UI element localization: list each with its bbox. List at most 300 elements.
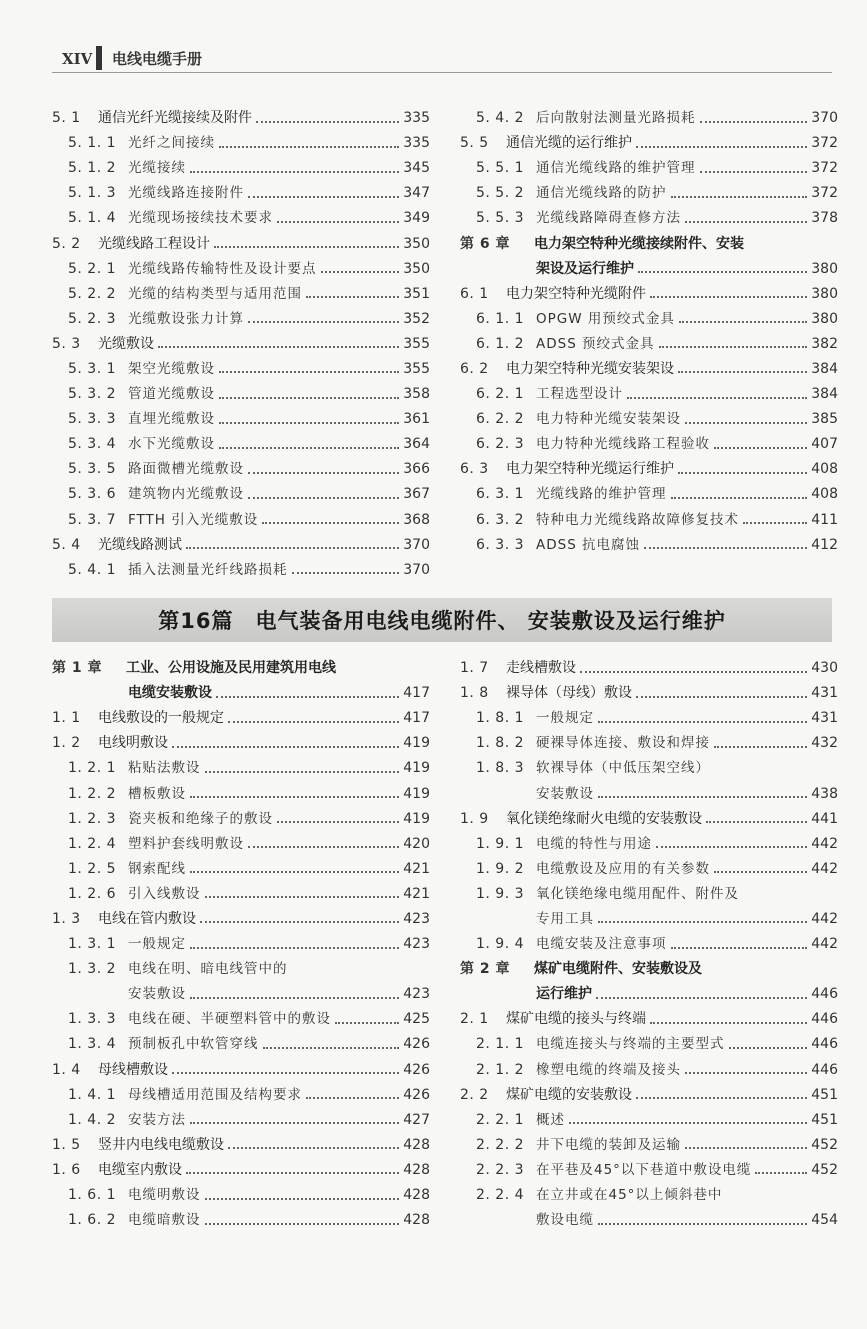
toc-entry-title: 电力架空特种光缆接续附件、安装 — [534, 235, 744, 252]
toc-entry-number: 1. 4. 1 — [68, 1086, 117, 1103]
toc-entry[interactable] — [52, 231, 430, 256]
toc-entry-title: 电线在明、暗电线管中的 — [128, 961, 288, 978]
toc-entry-page: 364 — [403, 436, 430, 453]
toc-dot-leader — [706, 821, 807, 823]
toc-entry-page: 411 — [811, 511, 838, 528]
toc-entry[interactable] — [52, 1007, 430, 1032]
toc-entry-number: 2. 2. 2 — [476, 1136, 525, 1153]
toc-dot-leader — [219, 397, 399, 399]
toc-entry-title: 氧化镁绝缘电缆用配件、附件及 — [536, 885, 739, 902]
toc-dot-leader — [685, 422, 807, 424]
toc-entry-number: 1. 3. 1 — [68, 936, 117, 953]
toc-entry-page: 352 — [403, 310, 430, 327]
toc-entry[interactable] — [460, 508, 838, 533]
toc-entry-title: 煤矿电缆的安装敷设 — [506, 1086, 632, 1103]
toc-entry-title: 运行维护 — [536, 986, 592, 1003]
toc-dot-leader — [700, 121, 808, 123]
toc-dot-leader — [685, 1072, 807, 1074]
toc-entry-number: 6. 2. 3 — [476, 436, 525, 453]
toc-entry-number: 1. 2. 4 — [68, 835, 117, 852]
toc-entry[interactable] — [460, 533, 838, 558]
toc-entry[interactable] — [52, 332, 430, 357]
toc-dot-leader — [678, 371, 807, 373]
toc-entry-page: 442 — [811, 835, 838, 852]
toc-entry[interactable] — [52, 1083, 430, 1108]
toc-dot-leader — [685, 221, 807, 223]
toc-entry-title: 敷设电缆 — [536, 1212, 594, 1229]
toc-entry[interactable] — [460, 1083, 838, 1108]
toc-dot-leader — [190, 871, 399, 873]
toc-entry-page: 368 — [403, 511, 430, 528]
toc-dot-leader — [679, 321, 807, 323]
toc-entry-title: 电缆敷设及应用的有关参数 — [536, 860, 710, 877]
toc-dot-leader — [743, 522, 807, 524]
toc-entry-page: 355 — [403, 360, 430, 377]
toc-entry-number: 2. 2. 4 — [476, 1187, 525, 1204]
toc-entry[interactable] — [460, 1183, 838, 1208]
toc-entry[interactable] — [460, 282, 838, 307]
toc-entry[interactable] — [52, 1158, 430, 1183]
toc-entry[interactable] — [52, 982, 430, 1007]
toc-entry[interactable] — [460, 781, 838, 806]
toc-entry[interactable] — [52, 257, 430, 282]
toc-entry[interactable] — [460, 932, 838, 957]
toc-entry-title: 母线槽适用范围及结构要求 — [128, 1086, 302, 1103]
toc-entry-title: 光缆线路连接附件 — [128, 185, 244, 202]
toc-entry-title: 竖井内电线电缆敷设 — [98, 1136, 224, 1153]
book-title: 电线电缆手册 — [112, 50, 203, 68]
toc-entry-title: 电缆明敷设 — [128, 1187, 201, 1204]
toc-dot-leader — [214, 246, 399, 248]
toc-column-top-right — [460, 106, 838, 558]
toc-dot-leader — [172, 1072, 399, 1074]
toc-entry-page: 407 — [811, 436, 838, 453]
toc-entry-number: 6. 2. 2 — [476, 411, 525, 428]
toc-dot-leader — [636, 1097, 807, 1099]
toc-entry[interactable] — [52, 131, 430, 156]
toc-entry[interactable] — [460, 807, 838, 832]
toc-entry[interactable] — [52, 181, 430, 206]
toc-entry[interactable] — [52, 307, 430, 332]
toc-entry[interactable] — [52, 907, 430, 932]
toc-dot-leader — [248, 472, 399, 474]
toc-entry-page: 355 — [403, 335, 430, 352]
toc-entry[interactable] — [52, 1133, 430, 1158]
toc-entry[interactable] — [460, 332, 838, 357]
toc-entry-title: 光缆敷设张力计算 — [128, 310, 244, 327]
toc-entry-number: 2. 2. 1 — [476, 1111, 525, 1128]
toc-entry[interactable] — [460, 731, 838, 756]
toc-entry[interactable] — [52, 1208, 430, 1233]
toc-entry[interactable] — [52, 1032, 430, 1057]
toc-entry[interactable] — [52, 457, 430, 482]
toc-entry-title: 电缆室内敷设 — [98, 1161, 182, 1178]
toc-entry[interactable] — [460, 1158, 838, 1183]
toc-dot-leader — [190, 796, 399, 798]
toc-entry-page: 372 — [811, 160, 838, 177]
toc-dot-leader — [644, 547, 807, 549]
toc-entry-page: 412 — [811, 536, 838, 553]
toc-entry-number: 5. 2. 1 — [68, 260, 117, 277]
toc-entry-title: 特种电力光缆线路故障修复技术 — [536, 511, 739, 528]
toc-entry[interactable] — [460, 1208, 838, 1233]
toc-dot-leader — [190, 1122, 399, 1124]
toc-entry[interactable] — [52, 206, 430, 231]
toc-entry[interactable] — [460, 756, 838, 781]
toc-entry-number: 6. 3. 1 — [476, 486, 525, 503]
toc-entry-page: 384 — [811, 386, 838, 403]
toc-dot-leader — [650, 1022, 807, 1024]
toc-entry[interactable] — [460, 206, 838, 231]
toc-entry[interactable] — [460, 181, 838, 206]
toc-entry-page: 446 — [811, 986, 838, 1003]
toc-entry-number: 1. 9. 3 — [476, 885, 525, 902]
toc-entry[interactable] — [460, 482, 838, 507]
toc-entry[interactable] — [460, 681, 838, 706]
toc-entry-title: 通信光缆线路的维护管理 — [536, 160, 696, 177]
toc-dot-leader — [678, 472, 807, 474]
toc-entry-number: 5. 3. 7 — [68, 511, 117, 528]
toc-entry-number: 5. 1 — [52, 110, 81, 127]
toc-entry[interactable] — [460, 1108, 838, 1133]
toc-entry-number: 5. 5. 3 — [476, 210, 525, 227]
toc-entry-title: 一般规定 — [536, 710, 594, 727]
toc-entry[interactable] — [52, 807, 430, 832]
toc-entry-title: 裸导体（母线）敷设 — [506, 685, 632, 702]
toc-entry[interactable] — [460, 307, 838, 332]
toc-entry[interactable] — [460, 656, 838, 681]
toc-entry[interactable] — [460, 907, 838, 932]
toc-entry-page: 428 — [403, 1136, 430, 1153]
toc-entry[interactable] — [460, 131, 838, 156]
toc-entry-number: 1. 2 — [52, 735, 81, 752]
toc-entry[interactable] — [52, 1183, 430, 1208]
toc-entry[interactable] — [52, 857, 430, 882]
toc-entry-page: 419 — [403, 760, 430, 777]
toc-dot-leader — [671, 497, 808, 499]
toc-entry-page: 349 — [403, 210, 430, 227]
toc-entry[interactable] — [460, 382, 838, 407]
toc-entry-page: 427 — [403, 1111, 430, 1128]
toc-entry-title: 通信光缆线路的防护 — [536, 185, 667, 202]
toc-entry[interactable] — [52, 533, 430, 558]
toc-entry[interactable] — [460, 832, 838, 857]
toc-entry-title: 路面微槽光缆敷设 — [128, 461, 244, 478]
toc-dot-leader — [671, 947, 808, 949]
toc-entry-number: 5. 1. 1 — [68, 135, 117, 152]
toc-dot-leader — [186, 547, 399, 549]
toc-chapter-entry[interactable] — [460, 957, 838, 982]
toc-entry-number: 5. 3 — [52, 335, 81, 352]
toc-entry-number: 5. 5. 1 — [476, 160, 525, 177]
toc-entry-page: 446 — [811, 1061, 838, 1078]
toc-entry-title: 光缆的结构类型与适用范围 — [128, 285, 302, 302]
toc-dot-leader — [636, 696, 807, 698]
toc-entry-number: 2. 1. 2 — [476, 1061, 525, 1078]
toc-entry-title: 电缆安装及注意事项 — [536, 936, 667, 953]
toc-entry-title: 电力特种光缆线路工程验收 — [536, 436, 710, 453]
toc-dot-leader — [714, 746, 807, 748]
toc-entry-number: 5. 3. 1 — [68, 360, 117, 377]
toc-entry-title: 硬裸导体连接、敷设和焊接 — [536, 735, 710, 752]
part-banner — [52, 598, 832, 642]
part-title: 第16篇 电气装备用电线电缆附件、 安装敷设及运行维护 — [158, 609, 726, 633]
toc-entry-number: 第 2 章 — [460, 961, 510, 978]
toc-dot-leader — [580, 671, 807, 673]
page-number: XIV — [62, 50, 93, 68]
toc-entry-title: 光缆线路传输特性及设计要点 — [128, 260, 317, 277]
toc-entry-page: 372 — [811, 185, 838, 202]
toc-entry-page: 380 — [811, 260, 838, 277]
toc-entry-title: 通信光纤光缆接续及附件 — [98, 110, 252, 127]
toc-entry-number: 1. 3. 4 — [68, 1036, 117, 1053]
toc-entry-number: 5. 4 — [52, 536, 81, 553]
toc-entry-title: 后向散射法测量光路损耗 — [536, 110, 696, 127]
toc-dot-leader — [335, 1022, 399, 1024]
toc-entry[interactable] — [52, 382, 430, 407]
toc-entry-title: 安装方法 — [128, 1111, 186, 1128]
toc-entry[interactable] — [52, 1108, 430, 1133]
toc-entry-page: 451 — [811, 1086, 838, 1103]
toc-entry-page: 380 — [811, 285, 838, 302]
toc-dot-leader — [569, 1122, 807, 1124]
toc-entry-title: 引入线敷设 — [128, 885, 201, 902]
toc-entry-number: 5. 2. 2 — [68, 285, 117, 302]
toc-entry[interactable] — [52, 1058, 430, 1083]
toc-entry[interactable] — [460, 982, 838, 1007]
toc-dot-leader — [205, 896, 400, 898]
toc-entry-page: 428 — [403, 1212, 430, 1229]
toc-entry-title: 安装敷设 — [128, 986, 186, 1003]
toc-entry-number: 1. 9. 2 — [476, 860, 525, 877]
toc-dot-leader — [200, 921, 399, 923]
toc-dot-leader — [598, 1223, 807, 1225]
toc-entry-title: 架设及运行维护 — [536, 260, 634, 277]
toc-entry[interactable] — [52, 156, 430, 181]
toc-entry-title: 电力架空特种光缆运行维护 — [506, 461, 674, 478]
toc-entry-number: 5. 2 — [52, 235, 81, 252]
toc-entry[interactable] — [460, 357, 838, 382]
toc-chapter-entry[interactable] — [52, 656, 430, 681]
toc-entry-page: 442 — [811, 936, 838, 953]
page-header — [52, 40, 832, 74]
toc-entry-page: 370 — [403, 536, 430, 553]
toc-entry-page: 335 — [403, 110, 430, 127]
toc-entry-page: 361 — [403, 411, 430, 428]
toc-entry-number: 1. 2. 5 — [68, 860, 117, 877]
toc-dot-leader — [262, 522, 399, 524]
toc-entry-number: 1. 3. 3 — [68, 1011, 117, 1028]
toc-entry-number: 1. 3. 2 — [68, 961, 117, 978]
toc-entry-page: 454 — [811, 1212, 838, 1229]
toc-entry-number: 5. 4. 1 — [68, 561, 117, 578]
toc-entry-number: 5. 3. 6 — [68, 486, 117, 503]
toc-entry[interactable] — [460, 1007, 838, 1032]
toc-entry-page: 419 — [403, 785, 430, 802]
toc-dot-leader — [685, 1147, 807, 1149]
toc-entry[interactable] — [52, 432, 430, 457]
toc-entry-number: 5. 5. 2 — [476, 185, 525, 202]
toc-entry-title: 建筑物内光缆敷设 — [128, 486, 244, 503]
toc-entry-number: 6. 3. 2 — [476, 511, 525, 528]
toc-entry-number: 1. 5 — [52, 1136, 81, 1153]
toc-entry-title: 一般规定 — [128, 936, 186, 953]
toc-entry[interactable] — [52, 731, 430, 756]
toc-dot-leader — [729, 1047, 808, 1049]
toc-entry[interactable] — [52, 756, 430, 781]
toc-dot-leader — [292, 572, 400, 574]
toc-entry-number: 5. 1. 4 — [68, 210, 117, 227]
toc-entry-number: 6. 2. 1 — [476, 386, 525, 403]
toc-entry-page: 441 — [811, 810, 838, 827]
toc-entry-title: 电力架空特种光缆附件 — [506, 285, 646, 302]
toc-entry-page: 417 — [403, 710, 430, 727]
toc-entry[interactable] — [460, 457, 838, 482]
toc-entry-page: 367 — [403, 486, 430, 503]
toc-entry-number: 5. 3. 5 — [68, 461, 117, 478]
toc-entry[interactable] — [460, 1032, 838, 1057]
toc-entry[interactable] — [52, 357, 430, 382]
toc-entry-title: 软裸导体（中低压架空线） — [536, 760, 710, 777]
toc-entry[interactable] — [460, 106, 838, 131]
toc-entry[interactable] — [52, 106, 430, 131]
toc-entry-title: 概述 — [536, 1111, 565, 1128]
toc-entry[interactable] — [52, 282, 430, 307]
toc-entry-page: 426 — [403, 1036, 430, 1053]
toc-entry-title: 橡塑电缆的终端及接头 — [536, 1061, 681, 1078]
toc-entry-title: OPGW 用预绞式金具 — [536, 310, 675, 327]
toc-entry-page: 420 — [403, 835, 430, 852]
toc-entry-number: 1. 4 — [52, 1061, 81, 1078]
toc-entry-page: 345 — [403, 160, 430, 177]
toc-entry-page: 430 — [811, 660, 838, 677]
toc-chapter-entry[interactable] — [460, 231, 838, 256]
toc-dot-leader — [228, 721, 399, 723]
toc-entry[interactable] — [460, 257, 838, 282]
toc-entry[interactable] — [460, 432, 838, 457]
toc-entry-page: 408 — [811, 486, 838, 503]
toc-entry[interactable] — [460, 1058, 838, 1083]
toc-entry[interactable] — [52, 482, 430, 507]
toc-entry-number: 6. 2 — [460, 360, 489, 377]
toc-dot-leader — [650, 296, 807, 298]
toc-entry-page: 382 — [811, 335, 838, 352]
toc-entry-number: 6. 1. 1 — [476, 310, 525, 327]
toc-entry-number: 5. 3. 4 — [68, 436, 117, 453]
toc-entry[interactable] — [52, 681, 430, 706]
toc-entry[interactable] — [460, 706, 838, 731]
toc-entry[interactable] — [52, 957, 430, 982]
toc-entry[interactable] — [460, 1133, 838, 1158]
toc-dot-leader — [190, 997, 399, 999]
toc-entry-title: ADSS 预绞式金具 — [536, 335, 655, 352]
toc-entry-page: 451 — [811, 1111, 838, 1128]
toc-entry-title: 电缆连接头与终端的主要型式 — [536, 1036, 725, 1053]
toc-dot-leader — [248, 196, 399, 198]
toc-entry-number: 1. 9. 4 — [476, 936, 525, 953]
toc-entry-number: 1. 6 — [52, 1161, 81, 1178]
toc-entry-number: 2. 1. 1 — [476, 1036, 525, 1053]
toc-entry-page: 442 — [811, 910, 838, 927]
toc-dot-leader — [219, 447, 399, 449]
toc-entry-page: 370 — [811, 110, 838, 127]
toc-dot-leader — [659, 346, 808, 348]
toc-entry-title: 母线槽敷设 — [98, 1061, 168, 1078]
toc-entry-title: 氧化镁绝缘耐火电缆的安装敷设 — [506, 810, 702, 827]
toc-entry-number: 6. 1 — [460, 285, 489, 302]
toc-entry[interactable] — [460, 156, 838, 181]
toc-entry-page: 423 — [403, 986, 430, 1003]
toc-entry-title: 槽板敷设 — [128, 785, 186, 802]
toc-entry[interactable] — [460, 407, 838, 432]
toc-entry-page: 423 — [403, 936, 430, 953]
toc-entry[interactable] — [52, 558, 430, 583]
toc-entry-title: 光缆线路测试 — [98, 536, 182, 553]
toc-entry-title: 管道光缆敷设 — [128, 386, 215, 403]
toc-dot-leader — [714, 447, 807, 449]
toc-entry-page: 421 — [403, 860, 430, 877]
toc-entry-number: 第 6 章 — [460, 235, 510, 252]
toc-entry-page: 428 — [403, 1161, 430, 1178]
toc-entry-title: 瓷夹板和绝缘子的敷设 — [128, 810, 273, 827]
toc-entry-title: 水下光缆敷设 — [128, 436, 215, 453]
toc-entry[interactable] — [460, 857, 838, 882]
toc-entry-title: 架空光缆敷设 — [128, 360, 215, 377]
toc-entry-page: 380 — [811, 310, 838, 327]
toc-entry[interactable] — [52, 932, 430, 957]
toc-dot-leader — [205, 1223, 400, 1225]
toc-entry-page: 366 — [403, 461, 430, 478]
toc-entry-title: 光缆线路障碍查修方法 — [536, 210, 681, 227]
toc-entry-number: 1. 9. 1 — [476, 835, 525, 852]
toc-dot-leader — [714, 871, 807, 873]
toc-entry-number: 第 1 章 — [52, 660, 102, 677]
toc-entry-title: 电线明敷设 — [98, 735, 168, 752]
toc-entry-number: 1. 6. 1 — [68, 1187, 117, 1204]
toc-entry-number: 6. 1. 2 — [476, 335, 525, 352]
toc-entry-title: 插入法测量光纤线路损耗 — [128, 561, 288, 578]
toc-entry-title: 光缆线路工程设计 — [98, 235, 210, 252]
toc-entry-title: 电缆的特性与用途 — [536, 835, 652, 852]
toc-entry-title: 煤矿电缆附件、安装敷设及 — [534, 961, 702, 978]
toc-entry-page: 452 — [811, 1161, 838, 1178]
toc-entry[interactable] — [52, 781, 430, 806]
toc-entry-title: 电力特种光缆安装架设 — [536, 411, 681, 428]
toc-entry[interactable] — [52, 706, 430, 731]
toc-entry-page: 423 — [403, 910, 430, 927]
toc-entry-page: 335 — [403, 135, 430, 152]
toc-entry-number: 1. 6. 2 — [68, 1212, 117, 1229]
toc-entry-title: 在立井或在45°以上倾斜巷中 — [536, 1187, 723, 1204]
toc-dot-leader — [598, 796, 807, 798]
toc-dot-leader — [186, 1172, 399, 1174]
toc-entry-title: 煤矿电缆的接头与终端 — [506, 1011, 646, 1028]
toc-entry-title: 通信光缆的运行维护 — [506, 135, 632, 152]
toc-entry[interactable] — [52, 508, 430, 533]
toc-entry-page: 351 — [403, 285, 430, 302]
toc-entry-page: 426 — [403, 1061, 430, 1078]
toc-column-bottom-right — [460, 656, 838, 1233]
toc-entry[interactable] — [460, 882, 838, 907]
toc-entry[interactable] — [52, 407, 430, 432]
toc-entry-title: 钢索配线 — [128, 860, 186, 877]
toc-dot-leader — [205, 1198, 400, 1200]
toc-entry[interactable] — [52, 882, 430, 907]
toc-entry[interactable] — [52, 832, 430, 857]
toc-entry-title: 电力架空特种光缆安装架设 — [506, 360, 674, 377]
toc-entry-number: 1. 2. 1 — [68, 760, 117, 777]
toc-entry-number: 1. 7 — [460, 660, 489, 677]
